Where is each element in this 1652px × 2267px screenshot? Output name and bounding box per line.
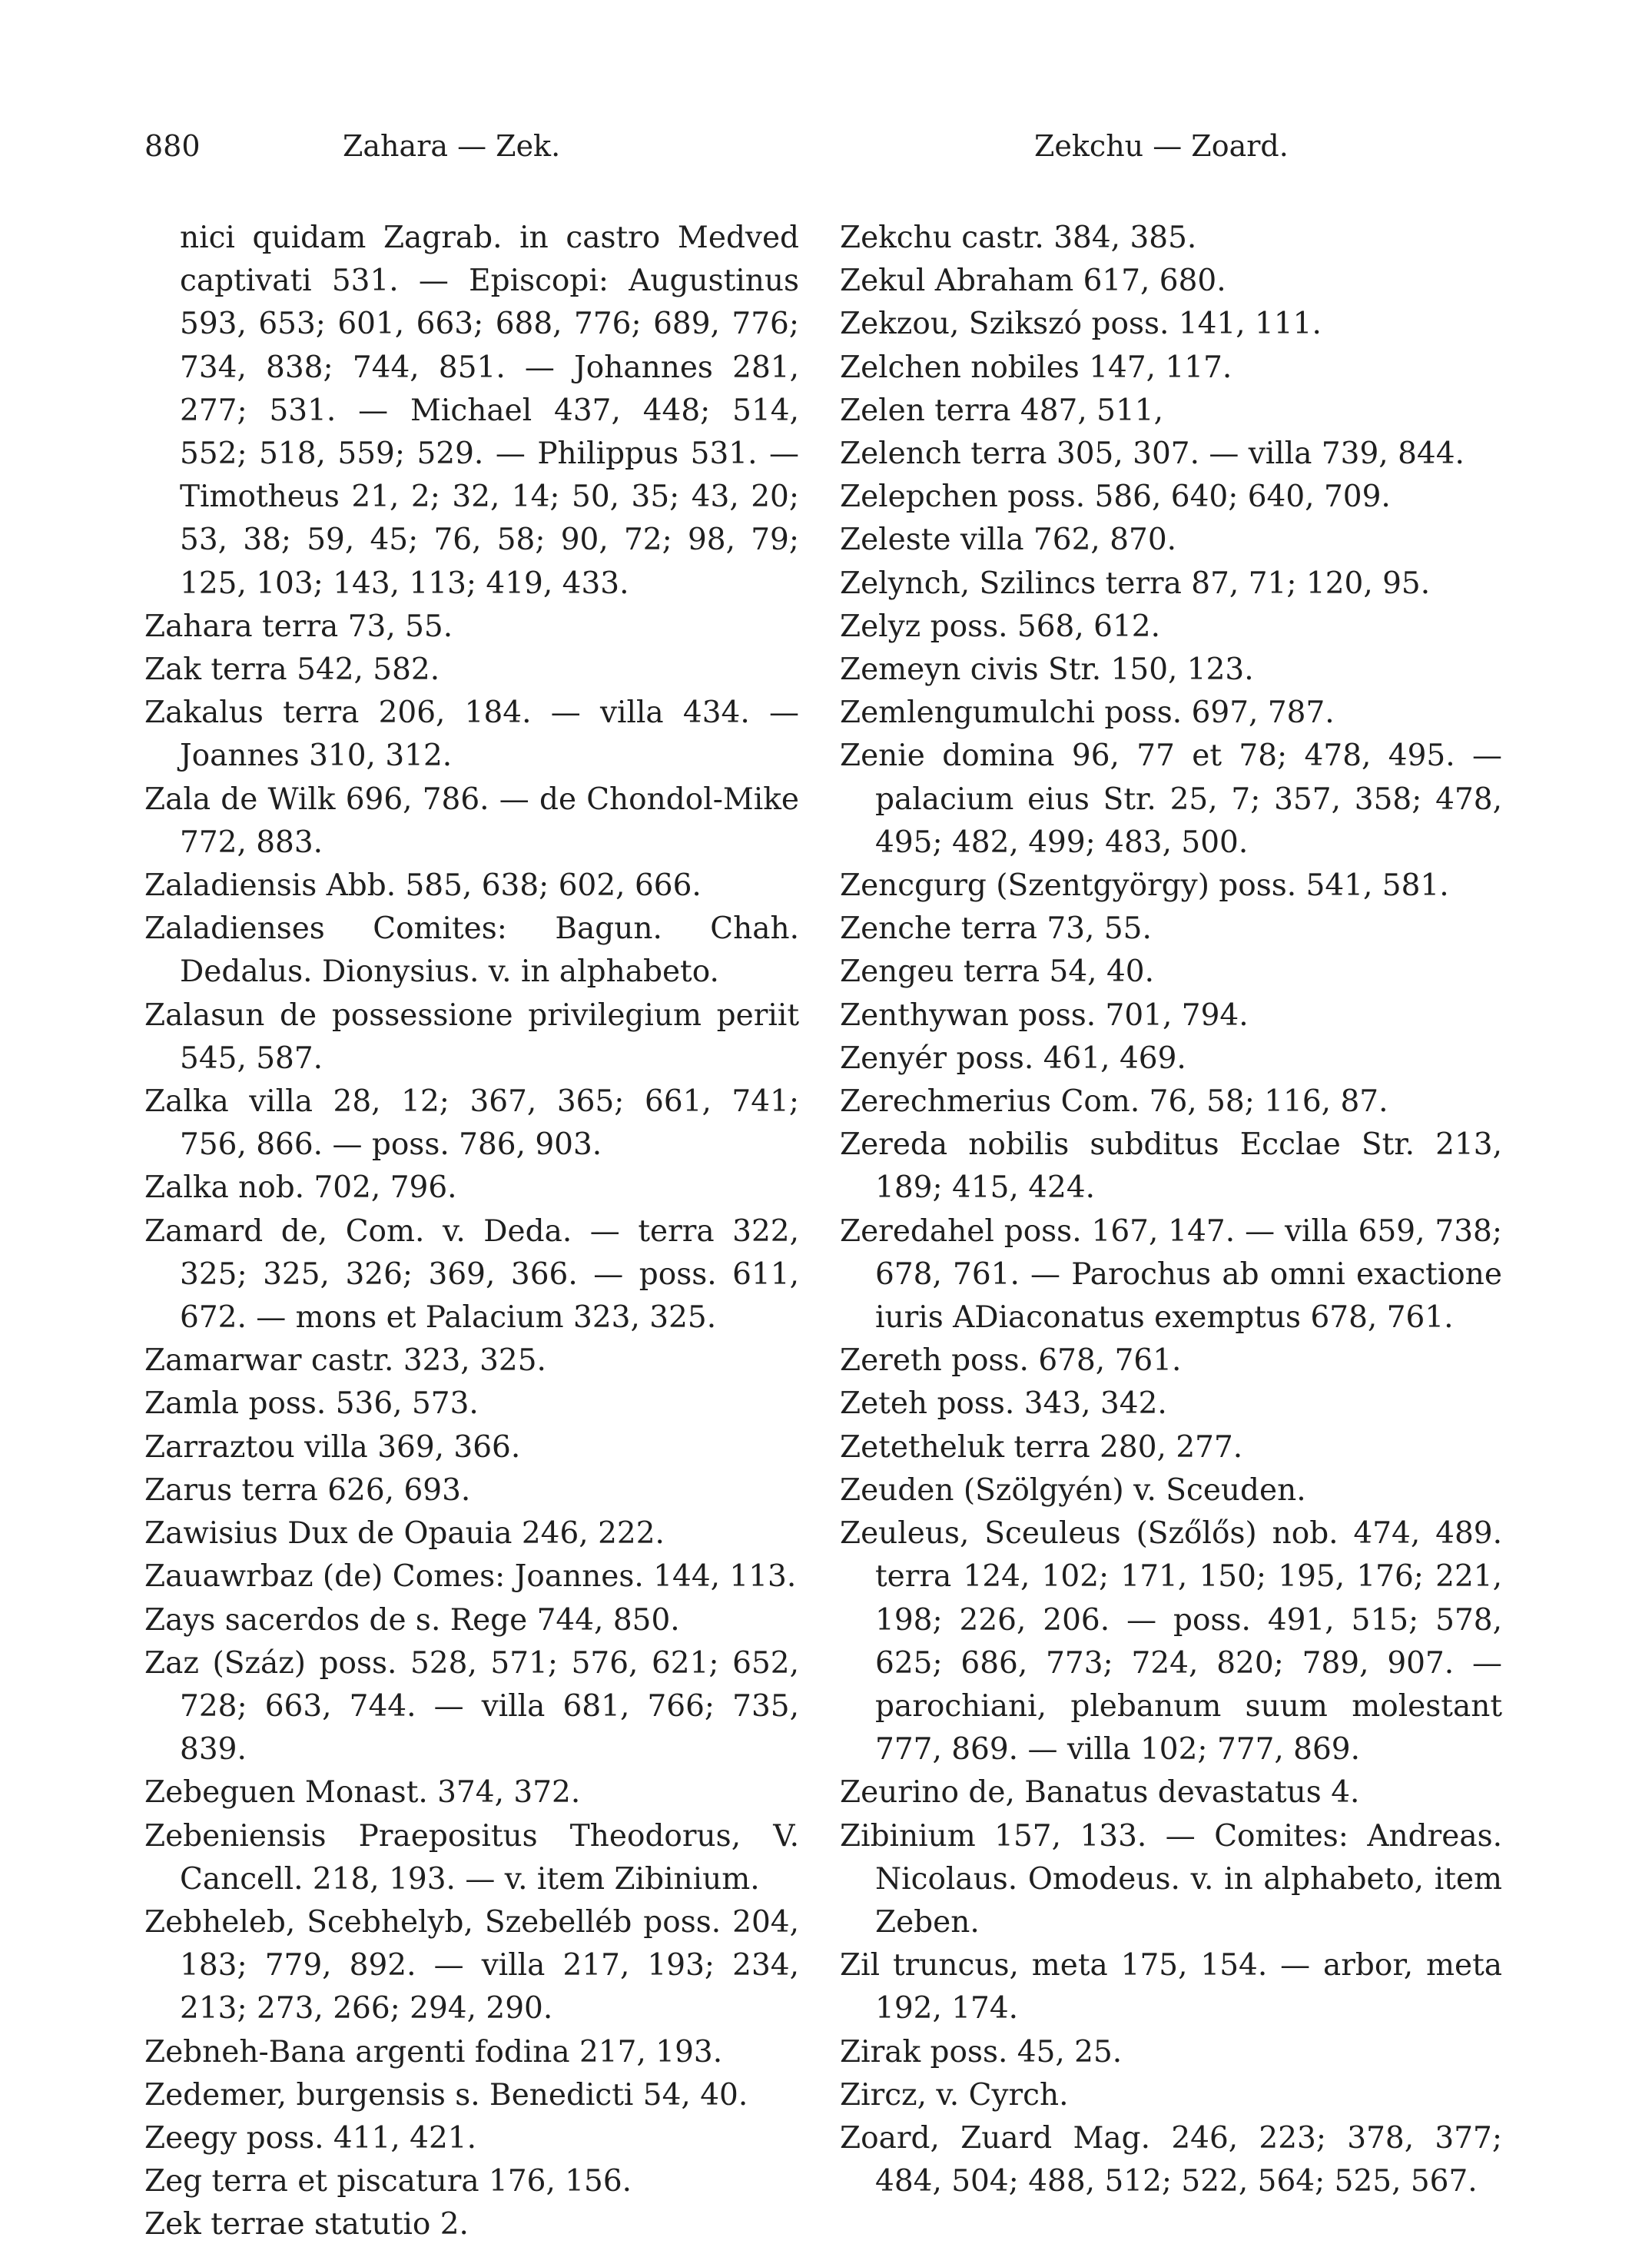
index-entry: Zelyz poss. 568, 612. [840,609,1160,644]
index-entry: Zerechmerius Com. 76, 58; 116, 87. [840,1084,1388,1120]
index-entry: Zencgurg (Szentgyörgy) poss. 541, 581. [840,868,1449,904]
index-entry: Zala de Wilk 696, 786. — de Chondol-Mike 772, 883. [144,782,799,860]
right-running-head: Zekchu — Zoard. [1034,129,1289,163]
page-number: 880 [144,129,201,163]
index-entry: Zeuden (Szölgyén) v. Sceuden. [840,1472,1306,1508]
index-entry: Zalka villa 28, 12; 367, 365; 661, 741; 756, 866. — poss. 786, 903. [144,1084,799,1163]
index-entry: Zeredahel poss. 167, 147. — villa 659, 738; 678, 761. — Parochus ab omni exactione iuris ADiaconatus exemptus 678, 761. [840,1213,1502,1336]
index-entry: Zenthywan poss. 701, 794. [840,997,1249,1033]
left-column [144,217,799,2247]
right-column [840,217,1502,2203]
index-entry: Zebheleb, Scebhelyb, Szebelléb poss. 204, 183; 779, 892. — villa 217, 193; 234, 213; 273, 266; 294, 290. [144,1904,799,2026]
index-entry: Zakalus terra 206, 184. — villa 434. — Joannes 310, 312. [144,695,799,774]
index-entry: Zirak poss. 45, 25. [840,2034,1123,2070]
index-entry: Zelen terra 487, 511, [840,393,1164,428]
index-entry: Zereda nobilis subditus Ecclae Str. 213, 189; 415, 424. [840,1127,1502,1206]
index-entry: Zalasun de possessione privilegium periit 545, 587. [144,997,799,1076]
index-entry: nici quidam Zagrab. in castro Medved captivati 531. — Episcopi: Augustinus 593, 653; 601, 663; 688, 776; 689, 776; 734, 838; 744, 851. — Johannes 281, 277; 531. — Michael 437, 448; 514, 552; 518, 559; 529. — Philippus 531. — Timotheus 21, 2; 32, 14; 50, 35; 43, 20; 53, 38; 59, 45; 76, 58; 90, 72; 98, 79; 125, 103; 143, 113; 419, 433. [180,221,799,601]
index-entry: Zaladienses Comites: Bagun. Chah. Dedalus. Dionysius. v. in alphabeto. [144,911,799,990]
index-entry: Zekzou, Szikszó poss. 141, 111. [840,307,1322,342]
index-entry: Zeteh poss. 343, 342. [840,1386,1167,1422]
index-entry: Zeurino de, Banatus devastatus 4. [840,1775,1360,1811]
running-header [0,129,1652,175]
index-entry: Zamla poss. 536, 573. [144,1386,479,1422]
index-entry: Zarraztou villa 369, 366. [144,1429,521,1465]
index-entry: Zahara terra 73, 55. [144,609,453,644]
index-entry: Zamard de, Com. v. Deda. — terra 322, 325; 325, 326; 369, 366. — poss. 611, 672. — mons et Palacium 323, 325. [144,1213,799,1336]
index-entry: Zaz (Száz) poss. 528, 571; 576, 621; 652, 728; 663, 744. — villa 681, 766; 735, 839. [144,1645,799,1767]
index-entry: Zeleste villa 762, 870. [840,523,1177,558]
index-entry: Zircz, v. Cyrch. [840,2077,1069,2113]
index-entry: Zenie domina 96, 77 et 78; 478, 495. — palacium eius Str. 25, 7; 357, 358; 478, 495; 482, 499; 483, 500. [840,739,1502,860]
index-entry: Zedemer, burgensis s. Benedicti 54, 40. [144,2077,748,2113]
left-running-head: Zahara — Zek. [343,129,561,163]
index-entry: Zoard, Zuard Mag. 246, 223; 378, 377; 484, 504; 488, 512; 522, 564; 525, 567. [840,2120,1502,2199]
index-entry: Zeg terra et piscatura 176, 156. [144,2164,632,2199]
index-entry: Zaladiensis Abb. 585, 638; 602, 666. [144,868,702,904]
index-entry: Zenche terra 73, 55. [840,911,1152,947]
index-entry: Zetetheluk terra 280, 277. [840,1429,1243,1465]
index-entry: Zelepchen poss. 586, 640; 640, 709. [840,480,1391,515]
index-entry: Zauawrbaz (de) Comes: Joannes. 144, 113. [144,1559,797,1595]
index-entry: Zereth poss. 678, 761. [840,1343,1182,1379]
index-entry: Zil truncus, meta 175, 154. — arbor, meta 192, 174. [840,1948,1502,2026]
index-entry: Zekchu castr. 384, 385. [840,221,1197,255]
index-entry: Zebeguen Monast. 374, 372. [144,1775,581,1811]
index-entry: Zawisius Dux de Opauia 246, 222. [144,1516,665,1552]
index-entry: Zemlengumulchi poss. 697, 787. [840,695,1335,731]
index-entry: Zengeu terra 54, 40. [840,954,1154,990]
index-entry: Zelchen nobiles 147, 117. [840,350,1232,385]
index-entry: Zebneh-Bana argenti fodina 217, 193. [144,2034,723,2070]
index-entry: Zak terra 542, 582. [144,652,440,688]
index-entry: Zamarwar castr. 323, 325. [144,1343,546,1379]
index-entry: Zekul Abraham 617, 680. [840,264,1226,299]
index-entry: Zek terrae statutio 2. [144,2207,469,2242]
index-entry: Zenyér poss. 461, 469. [840,1041,1186,1076]
index-entry: Zelynch, Szilincs terra 87, 71; 120, 95. [840,566,1431,601]
index-entry: Zibinium 157, 133. — Comites: Andreas. Nicolaus. Omodeus. v. in alphabeto, item Zeben. [840,1818,1502,1940]
index-entry: Zalka nob. 702, 796. [144,1170,457,1206]
index-entry: Zeegy poss. 411, 421. [144,2120,476,2156]
index-entry: Zays sacerdos de s. Rege 744, 850. [144,1602,680,1638]
index-entry: Zeuleus, Sceuleus (Szőlős) nob. 474, 489. terra 124, 102; 171, 150; 195, 176; 221, 198; 226, 206. — poss. 491, 515; 578, 625; 686, 773; 724, 820; 789, 907. — parochiani, plebanum suum molestant 777, 869. — villa 102; 777, 869. [840,1516,1502,1767]
index-entry: Zarus terra 626, 693. [144,1472,471,1508]
index-entry: Zelench terra 305, 307. — villa 739, 844. [840,436,1465,472]
index-entry: Zebeniensis Praepositus Theodorus, V. Cancell. 218, 193. — v. item Zibinium. [144,1818,799,1897]
index-entry: Zemeyn civis Str. 150, 123. [840,652,1254,688]
